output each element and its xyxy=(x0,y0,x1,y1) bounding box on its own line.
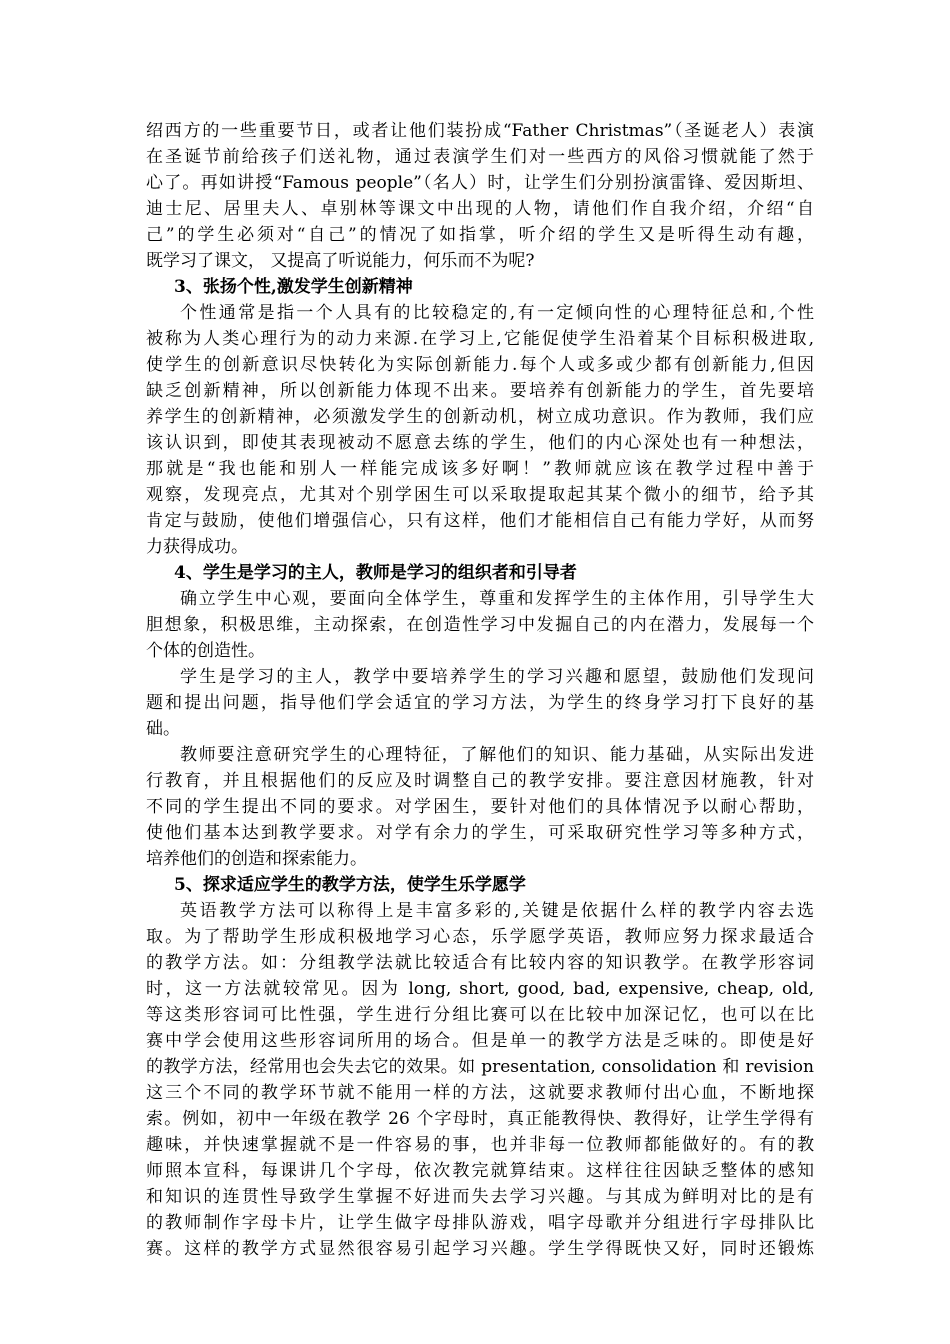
text-line: 索。例如，初中一年级在教学 26 个字母时，真正能教得快、教得好，让学生学得有 xyxy=(146,1109,814,1129)
text-line: 教师要注意研究学生的心理特征，了解他们的知识、能力基础，从实际出发进 xyxy=(180,745,814,765)
text-line: 行教育，并且根据他们的反应及时调整自己的教学安排。要注意因材施教，针对 xyxy=(146,771,814,791)
text-line: 力获得成功。 xyxy=(146,537,248,557)
text-line: 等这类形容词可比性强，学生进行分组比赛可以在比较中加深记忆，也可以在比 xyxy=(146,1005,814,1025)
text-line: 的教学方法，经常用也会失去它的效果。如 presentation, consolidation 和 revision xyxy=(146,1057,814,1077)
text-line: 确立学生中心观，要面向全体学生，尊重和发挥学生的主体作用，引导学生大 xyxy=(180,589,814,609)
text-line: 心了。再如讲授“Famous people”（名人）时，让学生们分别扮演雷锋、爱因斯坦、 xyxy=(146,173,814,193)
text-line: 迪士尼、居里夫人、卓别林等课文中出现的人物，请他们作自我介绍，介绍“自 xyxy=(146,199,814,219)
text-line: 时，这一方法就较常见。因为 long, short, good, bad, expensive, cheap, old, xyxy=(146,979,814,999)
text-line: 题和提出问题，指导他们学会适宜的学习方法，为学生的终身学习打下良好的基 xyxy=(146,693,814,713)
text-line: 既学习了课文， 又提高了听说能力，何乐而不为呢? xyxy=(146,251,535,271)
text-line: 缺乏创新精神，所以创新能力体现不出来。要培养有创新能力的学生，首先要培 xyxy=(146,381,814,401)
text-line: 那就是“我也能和别人一样能完成该多好啊！”教师就应该在教学过程中善于 xyxy=(146,459,814,479)
text-line: 在圣诞节前给孩子们送礼物，通过表演学生们对一些西方的风俗习惯就能了然于 xyxy=(146,147,814,167)
text-line: 观察，发现亮点，尤其对个别学困生可以采取提取起其某个微小的细节，给予其 xyxy=(146,485,814,505)
text-line: 的教学方法。如：分组教学法就比较适合有比较内容的知识教学。在教学形容词 xyxy=(146,953,814,973)
section-heading: 4、学生是学习的主人，教师是学习的组织者和引导者 xyxy=(174,563,577,583)
text-line: 取。为了帮助学生形成积极地学习心态，乐学愿学英语，教师应努力探求最适合 xyxy=(146,927,814,947)
text-line: 养学生的创新精神，必须激发学生的创新动机，树立成功意识。作为教师，我们应 xyxy=(146,407,814,427)
text-line: 趣味，并快速掌握就不是一件容易的事，也并非每一位教师都能做好的。有的教 xyxy=(146,1135,814,1155)
text-line: 绍西方的一些重要节日，或者让他们装扮成“Father Christmas”（圣诞老人）表演 xyxy=(146,121,814,141)
text-line: 学生是学习的主人，教学中要培养学生的学习兴趣和愿望，鼓励他们发现问 xyxy=(180,667,814,687)
text-line: 个体的创造性。 xyxy=(146,641,265,661)
text-line: 胆想象，积极思维，主动探索，在创造性学习中发掘自己的内在潜力，发展每一个 xyxy=(146,615,814,635)
section-heading: 5、探求适应学生的教学方法，使学生乐学愿学 xyxy=(174,875,526,895)
text-line: 己”的学生必须对“自己”的情况了如指掌，听介绍的学生又是听得生动有趣， xyxy=(146,225,814,245)
text-line: 的教师制作字母卡片，让学生做字母排队游戏，唱字母歌并分组进行字母排队比 xyxy=(146,1213,814,1233)
text-line: 赛中学会使用这些形容词所用的场合。但是单一的教学方法是乏味的。即使是好 xyxy=(146,1031,814,1051)
text-line: 使他们基本达到教学要求。对学有余力的学生，可采取研究性学习等多种方式， xyxy=(146,823,814,843)
text-line: 这三个不同的教学环节就不能用一样的方法，这就要求教师付出心血，不断地探 xyxy=(146,1083,814,1103)
text-line: 础。 xyxy=(146,719,180,739)
text-line: 师照本宣科，每课讲几个字母，依次教完就算结束。这样往往因缺乏整体的感知 xyxy=(146,1161,814,1181)
document-body xyxy=(146,118,814,1262)
text-line: 被称为人类心理行为的动力来源.在学习上,它能促使学生沿着某个目标积极进取, xyxy=(146,329,814,349)
text-line: 不同的学生提出不同的要求。对学困生，要针对他们的具体情况予以耐心帮助， xyxy=(146,797,814,817)
text-line: 英语教学方法可以称得上是丰富多彩的,关键是依据什么样的教学内容去选 xyxy=(180,901,814,921)
text-line: 培养他们的创造和探索能力。 xyxy=(146,849,367,869)
text-line: 该认识到，即使其表现被动不愿意去练的学生，他们的内心深处也有一种想法， xyxy=(146,433,814,453)
text-line: 赛。这样的教学方式显然很容易引起学习兴趣。学生学得既快又好，同时还锻炼 xyxy=(146,1239,814,1259)
text-line: 个性通常是指一个人具有的比较稳定的,有一定倾向性的心理特征总和,个性 xyxy=(180,303,814,323)
text-line: 和知识的连贯性导致学生掌握不好进而失去学习兴趣。与其成为鲜明对比的是有 xyxy=(146,1187,814,1207)
section-heading: 3、张扬个性,激发学生创新精神 xyxy=(174,277,413,297)
text-line: 肯定与鼓励，使他们增强信心，只有这样，他们才能相信自己有能力学好，从而努 xyxy=(146,511,814,531)
text-line: 使学生的创新意识尽快转化为实际创新能力.每个人或多或少都有创新能力,但因 xyxy=(146,355,814,375)
